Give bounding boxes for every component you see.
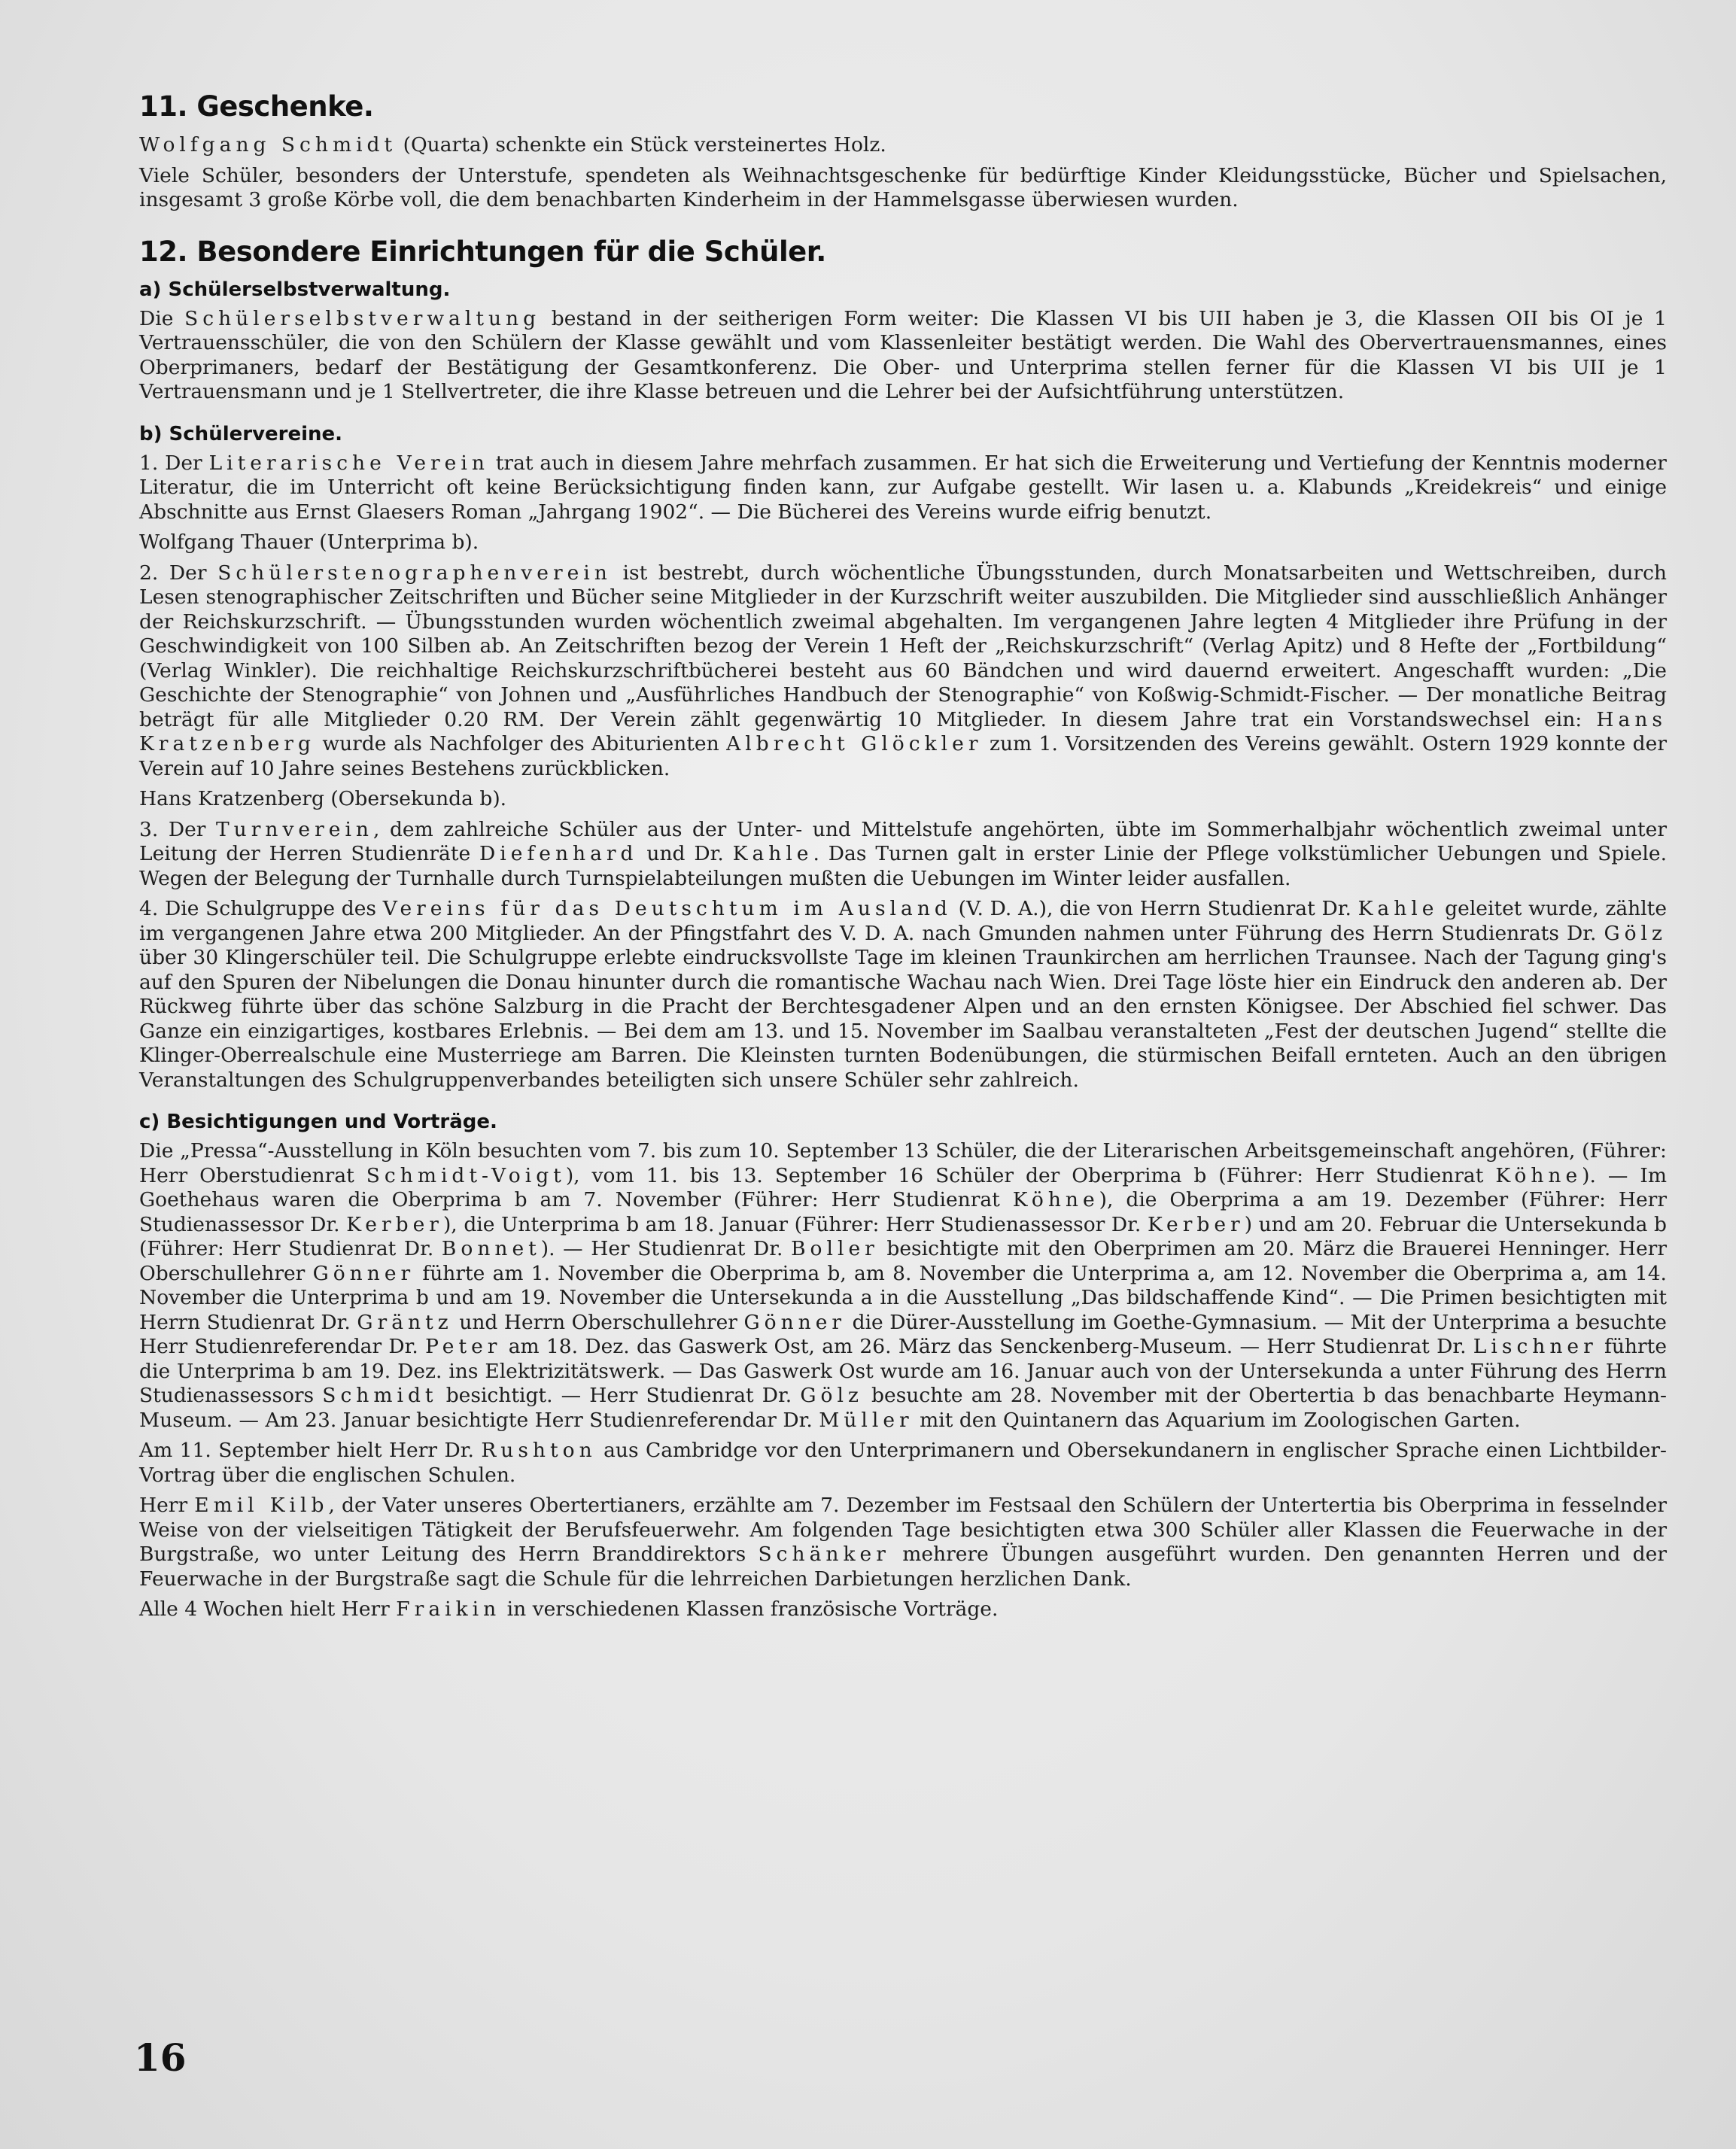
paragraph: 1. Der Literarische Verein trat auch in diesem Jahre mehrfach zusammen. Er hat sich die Erweiterung und Vertiefung der Kenntnis moderner Literatur, die im Unterricht oft keine Berücksichtigung finden kann, zur Aufgabe gestellt. Wir lasen u. a. Klabunds „Kreidekreis“ und einige Abschnitte aus Ernst Glaesers Roman „Jahrgang 1902“. — Die Bücherei des Vereins wurde eifrig benutzt. <box>139 451 1667 524</box>
paragraph: 2. Der Schülerstenographenverein ist bestrebt, durch wöchentliche Übungsstunden, durch Monatsarbeiten und Wettschreiben, durch Lesen stenographischer Zeitschriften und Bücher seine Mitglieder in der Kurzschrift weiter auszubilden. Die Mitglieder sind ausschließlich Anhänger der Reichskurzschrift. — Übungsstunden wurden wöchentlich zweimal abgehalten. Im vergangenen Jahre legten 4 Mitglieder ihre Prüfung in der Geschwindigkeit von 100 Silben ab. An Zeitschriften bezog der Verein 1 Heft der „Reichskurzschrift“ (Verlag Apitz) und 8 Hefte der „Fortbildung“ (Verlag Winkler). Die reichhaltige Reichskurzschriftbücherei besteht aus 60 Bändchen und wird dauernd erweitert. Angeschafft wurden: „Die Geschichte der Stenographie“ von Johnen und „Ausführliches Handbuch der Stenographie“ von Koßwig-Schmidt-Fischer. — Der monatliche Beitrag beträgt für alle Mitglieder 0.20 RM. Der Verein zählt gegenwärtig 10 Mitglieder. In diesem Jahre trat ein Vorstandswechsel ein: Hans Kratzenberg wurde als Nachfolger des Abiturienten Albrecht Glöckler zum 1. Vorsitzenden des Vereins gewählt. Ostern 1929 konnte der Verein auf 10 Jahre seines Bestehens zurückblicken. <box>139 561 1667 780</box>
paragraph: 4. Die Schulgruppe des Vereins für das Deutschtum im Ausland (V. D. A.), die von Herrn Studienrat Dr. Kahle geleitet wurde, zählte im vergangenen Jahre etwa 200 Mitglieder. An der Pfingstfahrt des V. D. A. nach Gmunden nahmen unter Führung des Herrn Studienrats Dr. Gölz über 30 Klingerschüler teil. Die Schulgruppe erlebte eindrucksvollste Tage im kleinen Traunkirchen am herrlichen Traunsee. Nach der Tagung ging's auf den Spuren der Nibelungen die Donau hinunter durch die romantische Wachau nach Wien. Drei Tage löste hier ein Eindruck den anderen ab. Der Rückweg führte über das schöne Salzburg in die Pracht der Berchtesgadener Alpen und an den ernsten Königsee. Der Abschied fiel schwer. Das Ganze ein einzigartiges, kostbares Erlebnis. — Bei dem am 13. und 15. November im Saalbau veranstalteten „Fest der deutschen Jugend“ stellte die Klinger-Oberrealschule eine Musterriege am Barren. Die Kleinsten turnten Bodenübungen, die stürmischen Beifall ernteten. Auch an den übrigen Veranstaltungen des Schulgruppenverbandes beteiligten sich unsere Schüler sehr zahlreich. <box>139 897 1668 1092</box>
section-besondere-einrichtungen <box>139 236 1667 1622</box>
section-geschenke <box>139 90 1667 213</box>
paragraph: Wolfgang Schmidt (Quarta) schenkte ein Stück versteinertes Holz. <box>139 133 886 157</box>
paragraph: Die „Pressa“-Ausstellung in Köln besuchten vom 7. bis zum 10. September 13 Schüler, die der Literarischen Arbeitsgemeinschaft angehören, (Führer: Herr Oberstudienrat Schmidt-Voigt), vom 11. bis 13. September 16 Schüler der Oberprima b (Führer: Herr Studienrat Köhne). — Im Goethehaus waren die Oberprima b am 7. November (Führer: Herr Studienrat Köhne), die Oberprima a am 19. Dezember (Führer: Herr Studienassessor Dr. Kerber), die Unterprima b am 18. Januar (Führer: Herr Studienassessor Dr. Kerber) und am 20. Februar die Untersekunda b (Führer: Herr Studienrat Dr. Bonnet). — Her Studienrat Dr. Boller besichtigte mit den Oberprimen am 20. März die Brauerei Henninger. Herr Oberschullehrer Gönner führte am 1. November die Oberprima b, am 8. November die Unterprima a, am 12. November die Oberprima a, am 14. November die Unterprima b und am 19. November die Untersekunda a in die Ausstellung „Das bildschaffende Kind“. — Die Primen besichtigten mit Herrn Studienrat Dr. Gräntz und Herrn Oberschullehrer Gönner die Dürer-Ausstellung im Goethe-Gymnasium. — Mit der Unterprima a besuchte Herr Studienreferendar Dr. Peter am 18. Dez. das Gaswerk Ost, am 26. März das Senckenberg-Museum. — Herr Studienrat Dr. Lischner führte die Unterprima b am 19. Dez. ins Elektrizitätswerk. — Das Gaswerk Ost wurde am 16. Januar auch von der Untersekunda a unter Führung des Herrn Studienassessors Schmidt besichtigt. — Herr Studienrat Dr. Gölz besuchte am 28. November mit der Obertertia b das benachbarte Heymann-Museum. — Am 23. Januar besichtigte Herr Studienreferendar Dr. Müller mit den Quintanern das Aquarium im Zoologischen Garten. <box>139 1139 1667 1432</box>
signature: Hans Kratzenberg (Obersekunda b). <box>139 787 507 810</box>
paragraph: Viele Schüler, besonders der Unterstufe, spendeten als Weihnachtsgeschenke für bedürftige Kinder Kleidungsstücke, Bücher und Spielsachen, insgesamt 3 große Körbe voll, die dem benachbarten Kinderheim in der Hammelsgasse überwiesen wurden. <box>139 163 1667 211</box>
paragraph: Herr Emil Kilb, der Vater unseres Obertertianers, erzählte am 7. Dezember im Festsaal den Schülern der Untertertia bis Oberprima in fesselnder Weise von der vielseitigen Tätigkeit der Berufsfeuerwehr. Am folgenden Tage besichtigten etwa 300 Schüler aller Klassen die Feuerwache in der Burgstraße, wo unter Leitung des Herrn Branddirektors Schänker mehrere Übungen ausgeführt wurden. Den genannten Herren und der Feuerwache in der Burgstraße sagt die Schule für die lehrreichen Darbietungen herzlichen Dank. <box>139 1494 1667 1591</box>
subsection-heading: a) Schülerselbstverwaltung. <box>139 278 451 301</box>
paragraph: Die Schülerselbstverwaltung bestand in der seitherigen Form weiter: Die Klassen VI bis UII haben je 3, die Klassen OII bis OI je 1 Vertrauensschüler, die von den Schülern der Klasse gewählt und vom Klassenleiter bestätigt werden. Die Wahl des Obervertrauensmannes, eines Oberprimaners, bedarf der Bestätigung der Gesamtkonferenz. Die Ober- und Unterprima stellen ferner für die Klassen VI bis UII je 1 Vertrauensmann und je 1 Stellvertreter, die ihre Klasse betreuen und die Lehrer bei der Aufsichtführung unterstützen. <box>139 306 1668 403</box>
signature: Wolfgang Thauer (Unterprima b). <box>139 530 479 554</box>
subsection-heading: b) Schülervereine. <box>139 422 343 445</box>
paragraph: Am 11. September hielt Herr Dr. Rushton aus Cambridge vor den Unterprimanern und Obersekundanern in englischer Sprache einen Lichtbilder-Vortrag über die englischen Schulen. <box>139 1439 1667 1487</box>
paragraph: Alle 4 Wochen hielt Herr Fraikin in verschiedenen Klassen französische Vorträge. <box>139 1597 999 1621</box>
paragraph: 3. Der Turnverein, dem zahlreiche Schüler aus der Unter- und Mittelstufe angehörten, übte im Sommerhalbjahr wöchentlich zweimal unter Leitung der Herren Studienräte Diefenhard und Dr. Kahle. Das Turnen galt in erster Linie der Pflege volkstümlicher Uebungen und Spiele. Wegen der Belegung der Turnhalle durch Turnspielabteilungen mußten die Uebungen im Winter leider ausfallen. <box>139 817 1667 890</box>
section-heading: 12. Besondere Einrichtungen für die Schüler. <box>139 235 826 268</box>
page-content <box>139 90 1667 1628</box>
subsection-besichtigungen <box>139 1111 1667 1622</box>
section-heading: 11. Geschenke. <box>139 90 374 123</box>
subsection-heading: c) Besichtigungen und Vorträge. <box>139 1111 497 1133</box>
page-number: 16 <box>134 2035 187 2080</box>
subsection-schuelerselbstverwaltung <box>139 278 1667 405</box>
subsection-schuelervereine <box>139 423 1667 1093</box>
